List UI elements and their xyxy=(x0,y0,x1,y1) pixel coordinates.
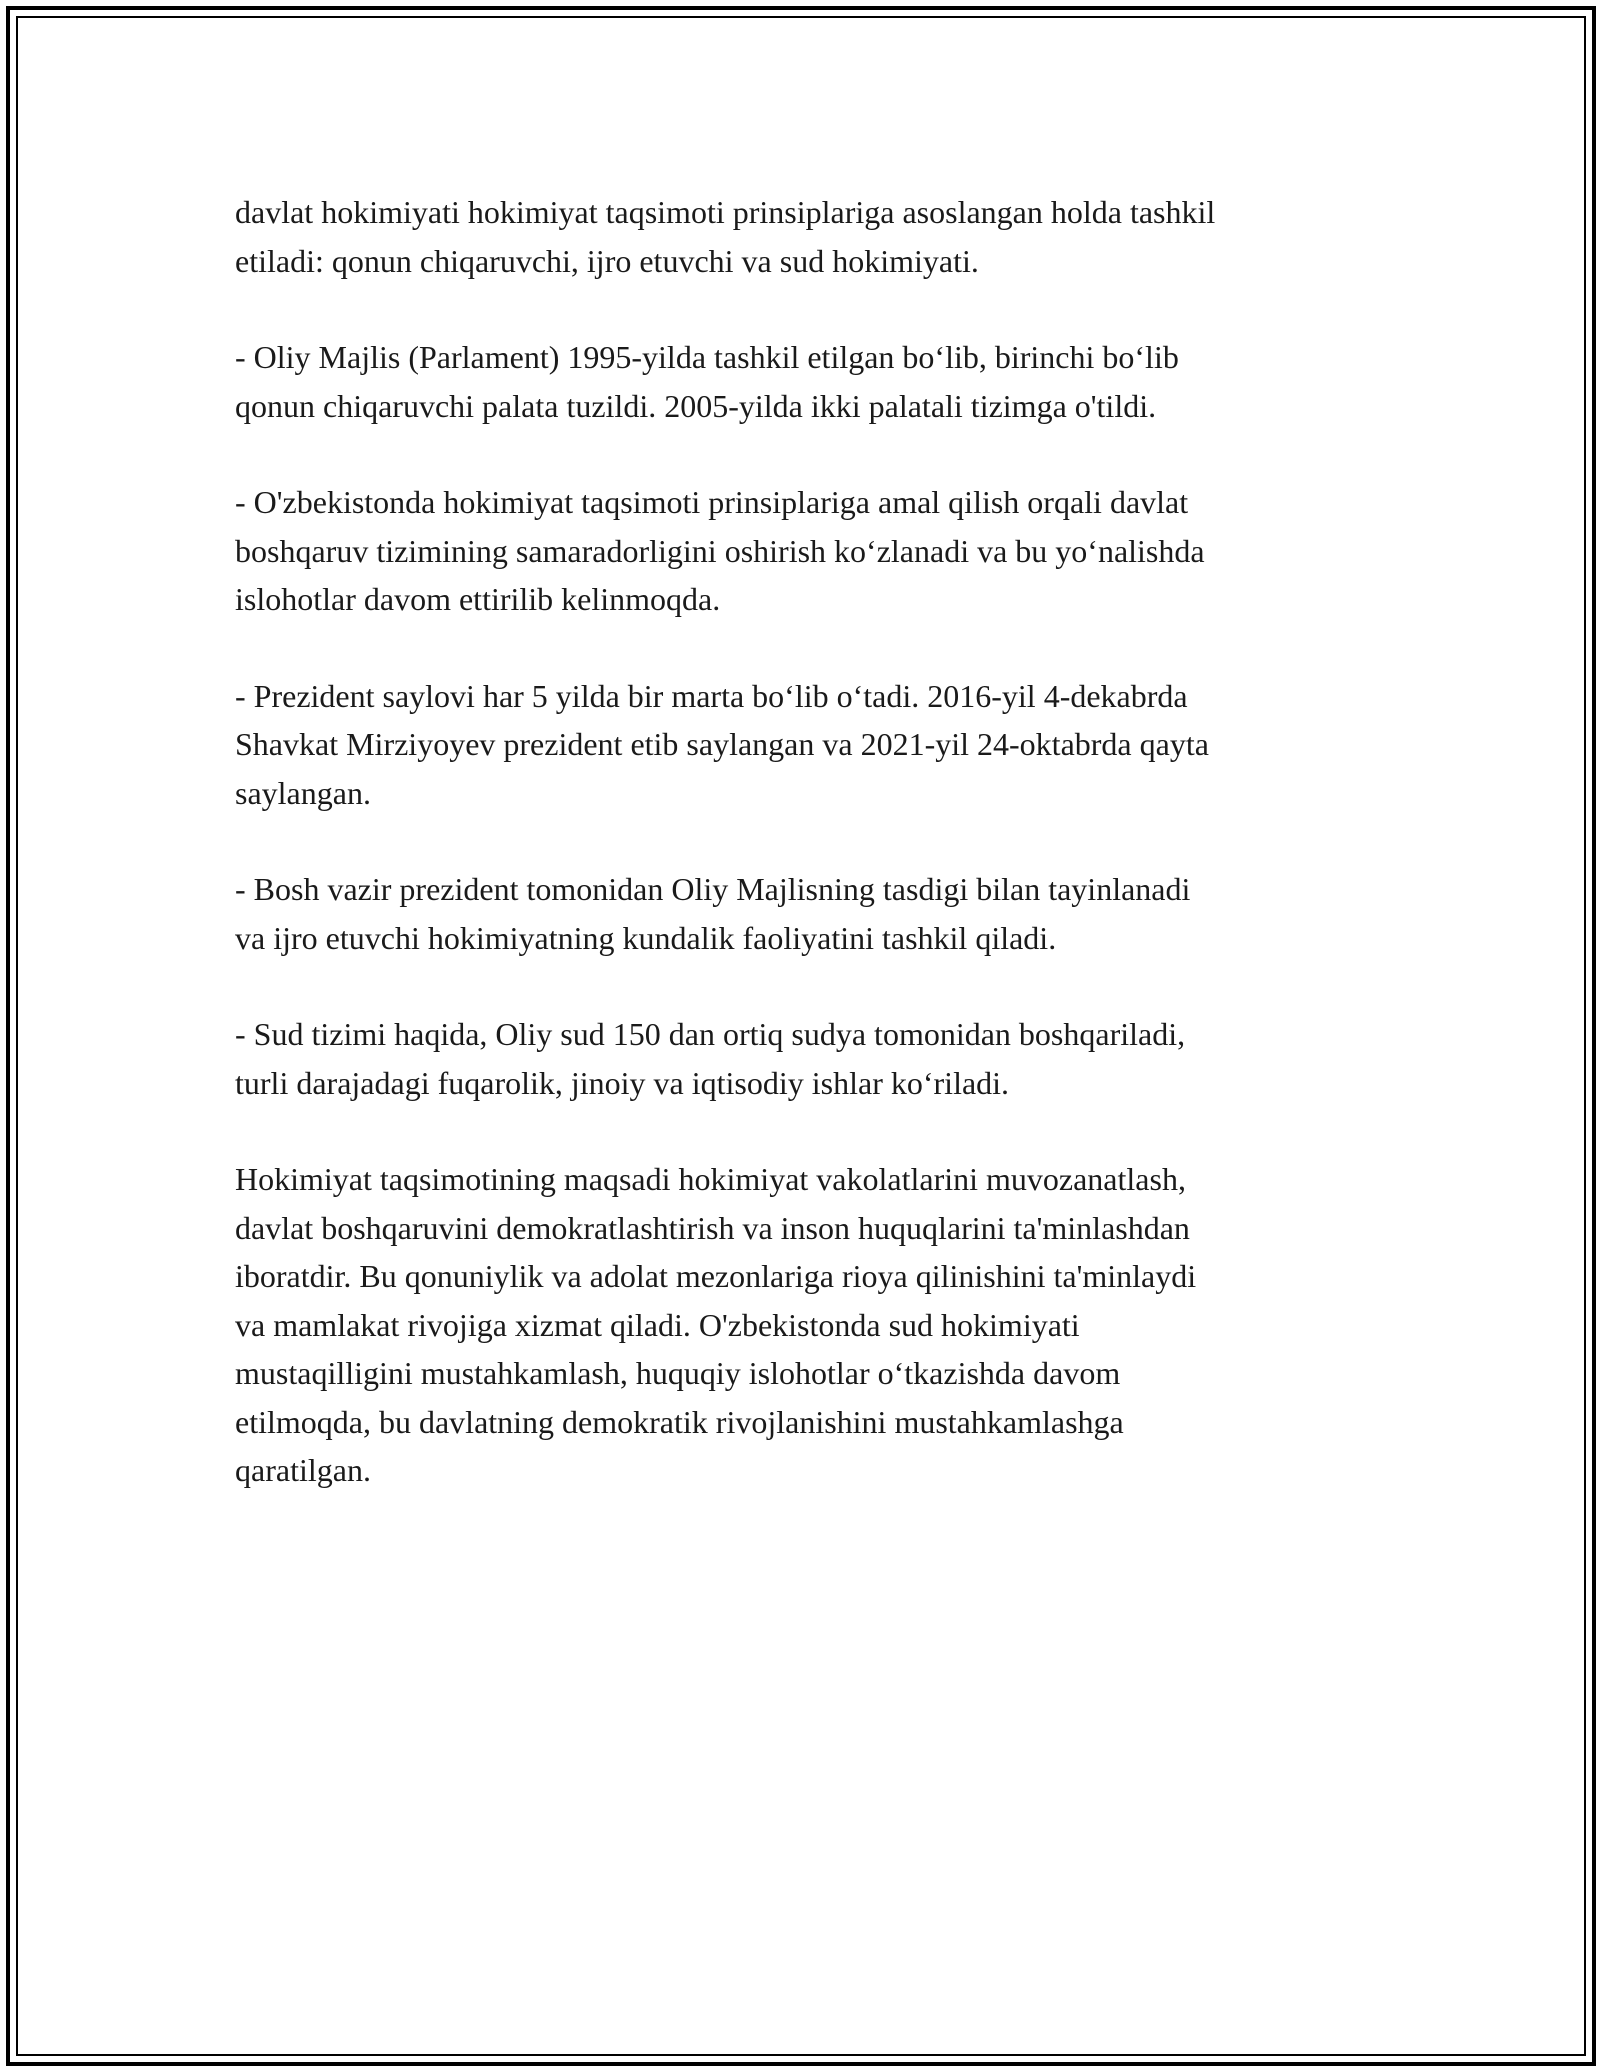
paragraph-prime-minister: - Bosh vazir prezident tomonidan Oliy Majlisning tasdigi bilan tayinlanadi va ijro etuvchi hokimiyatning kundalik faoliyatini tashkil qiladi. xyxy=(235,871,1191,956)
document-body xyxy=(235,188,1385,1495)
paragraph-separation-principles: - O'zbekistonda hokimiyat taqsimoti prinsiplariga amal qilish orqali davlat boshqaruv tizimining samaradorligini oshirish ko‘zlanadi va bu yo‘nalishda islohotlar davom ettirilib kelinmoqda. xyxy=(235,484,1205,617)
paragraph-intro: davlat hokimiyati hokimiyat taqsimoti prinsiplariga asoslangan holda tashkil etiladi: qonun chiqaruvchi, ijro etuvchi va sud hokimiyati. xyxy=(235,194,1216,279)
paragraph-president-election: - Prezident saylovi har 5 yilda bir marta bo‘lib o‘tadi. 2016-yil 4-dekabrda Shavkat Mirziyoyev prezident etib saylangan va 2021-yil 24-oktabrda qayta saylangan. xyxy=(235,677,1209,811)
paragraph-conclusion: Hokimiyat taqsimotining maqsadi hokimiyat vakolatlarini muvozanatlash, davlat boshqaruvini demokratlashtirish va inson huquqlarini ta'minlashdan iboratdir. Bu qonuniylik va adolat mezonlariga rioya qilinishini ta'minlaydi va mamlakat rivojiga xizmat qiladi. O'zbekistonda sud hokimiyati mustaqilligini mustahkamlash, huquqiy islohotlar o‘tkazishda davom etilmoqda, bu davlatning demokratik rivojlanishini mustahkamlashga qaratilgan. xyxy=(235,1161,1197,1488)
paragraph-oliy-majlis: - Oliy Majlis (Parlament) 1995-yilda tashkil etilgan bo‘lib, birinchi bo‘lib qonun chiqaruvchi palata tuzildi. 2005-yilda ikki palatali tizimga o'tildi. xyxy=(235,339,1179,424)
paragraph-court-system: - Sud tizimi haqida, Oliy sud 150 dan ortiq sudya tomonidan boshqariladi, turli darajadagi fuqarolik, jinoiy va iqtisodiy ishlar ko‘riladi. xyxy=(235,1016,1186,1101)
